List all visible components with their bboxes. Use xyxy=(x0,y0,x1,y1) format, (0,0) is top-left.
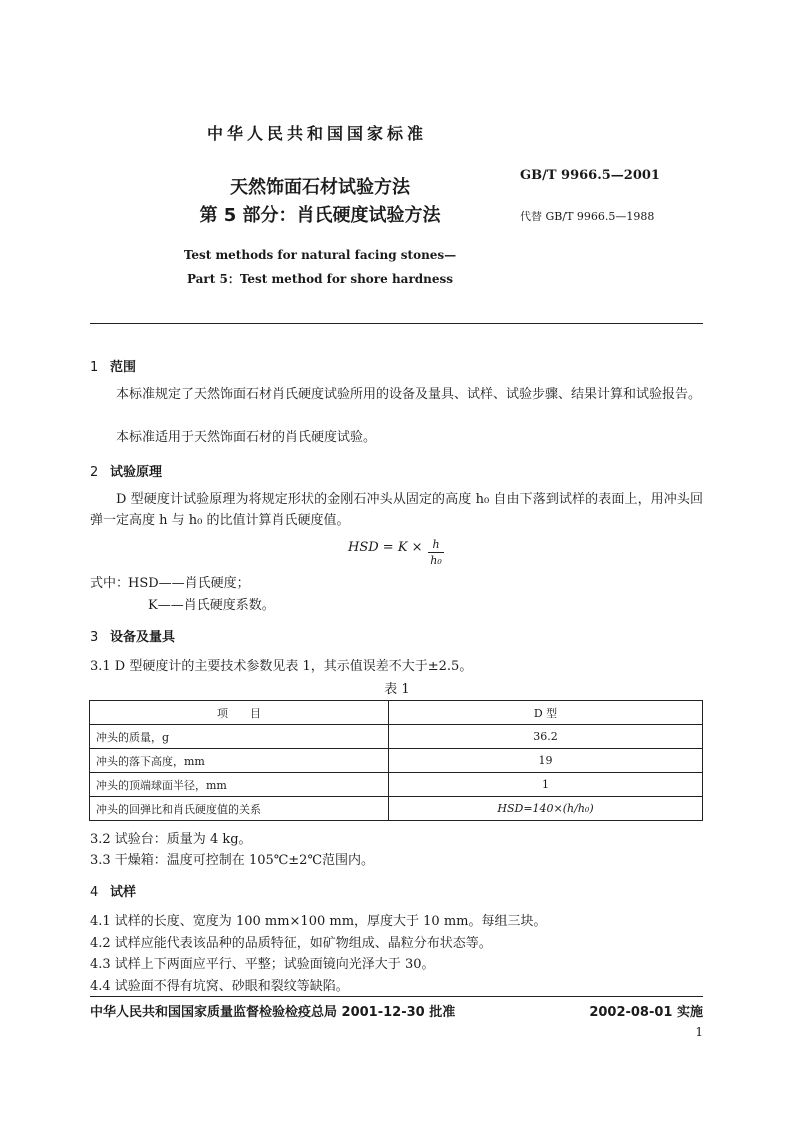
where-label: 式中： xyxy=(90,576,130,591)
national-standard-heading: 中华人民共和国国家标准 xyxy=(206,124,427,143)
table-caption: 表 1 xyxy=(384,682,410,697)
table-cell-item: 冲头的落下高度，mm xyxy=(90,749,389,773)
table-row xyxy=(90,725,703,749)
table-cell-value: 1 xyxy=(389,773,703,797)
table-row xyxy=(90,749,703,773)
formula-numerator: h xyxy=(432,538,440,551)
table-cell-value: 36.2 xyxy=(389,725,703,749)
table-cell-item: 冲头的质量，g xyxy=(90,725,389,749)
section-3-number: 3 xyxy=(90,630,99,645)
item-4-1: 4.1 试样的长度、宽度为 100 mm×100 mm，厚度大于 10 mm。每组三块。 xyxy=(90,914,547,929)
section-1-paragraph-2: 本标准适用于天然饰面石材的肖氏硬度试验。 xyxy=(116,430,377,445)
section-1-paragraph-1: 本标准规定了天然饰面石材肖氏硬度试验所用的设备及量具、试样、试验步骤、结果计算和试验报告。 xyxy=(116,387,702,402)
fraction-bar xyxy=(428,552,444,553)
where-item-1: HSD——肖氏硬度； xyxy=(128,576,250,591)
section-2-number: 2 xyxy=(90,465,99,480)
formula-denominator: h₀ xyxy=(430,554,442,567)
approval-line: 中华人民共和国国家质量监督检验检疫总局 2001-12-30 批准 xyxy=(90,1005,456,1020)
item-3-1: 3.1 D 型硬度计的主要技术参数见表 1，其示值误差不大于±2.5。 xyxy=(90,659,473,674)
table-row xyxy=(90,773,703,797)
table-header-row xyxy=(90,701,703,725)
section-1-heading xyxy=(90,356,136,375)
standard-number xyxy=(520,168,660,183)
header-rule xyxy=(90,323,703,324)
item-4-4: 4.4 试验面不得有坑窝、砂眼和裂纹等缺陷。 xyxy=(90,979,349,994)
section-2-title: 试验原理 xyxy=(110,465,163,480)
title-en-line2: Part 5：Test method for shore hardness xyxy=(186,272,454,286)
section-3-title: 设备及量具 xyxy=(110,630,176,645)
table-row xyxy=(90,797,703,821)
page-number: 1 xyxy=(695,1025,703,1039)
footer-rule xyxy=(90,996,703,997)
table-header-type: D 型 xyxy=(389,701,703,725)
section-2-heading xyxy=(90,461,162,480)
item-4-3: 4.3 试样上下两面应平行、平整；试验面镜向光泽大于 30。 xyxy=(90,957,435,972)
where-item-2: K——肖氏硬度系数。 xyxy=(148,598,275,613)
implementation-date: 2002-08-01 实施 xyxy=(589,1005,703,1020)
item-4-2: 4.2 试样应能代表该品种的品质特征，如矿物组成、晶粒分布状态等。 xyxy=(90,936,492,951)
formula-fraction xyxy=(428,538,444,567)
item-3-2: 3.2 试验台：质量为 4 kg。 xyxy=(90,832,252,847)
section-4-number: 4 xyxy=(90,885,99,900)
table-cell-value: 19 xyxy=(389,749,703,773)
table-cell-item: 冲头的顶端球面半径，mm xyxy=(90,773,389,797)
section-1-number: 1 xyxy=(90,360,99,375)
section-4-title: 试样 xyxy=(110,885,137,900)
formula-left: HSD = K × xyxy=(348,540,423,555)
section-3-heading xyxy=(90,626,175,645)
table-cell-value: HSD=140×(h/h₀) xyxy=(389,797,703,821)
item-3-3: 3.3 干燥箱：温度可控制在 105℃±2℃范围内。 xyxy=(90,853,375,868)
section-2-paragraph: D 型硬度计试验原理为将规定形状的金刚石冲头从固定的高度 h₀ 自由下落到试样的表面上，用冲头回弹一定高度 h 与 h₀ 的比值计算肖氏硬度值。 xyxy=(90,492,703,528)
replaces-standard: 代替 GB/T 9966.5—1988 xyxy=(520,210,655,223)
table-cell-item: 冲头的回弹比和肖氏硬度值的关系 xyxy=(90,797,389,821)
title-cn-line1: 天然饰面石材试验方法 xyxy=(230,177,410,198)
title-cn-line2: 第 5 部分：肖氏硬度试验方法 xyxy=(199,205,441,226)
standard-number-text: GB/T 9966.5—2001 xyxy=(520,168,660,183)
parameter-table xyxy=(89,700,703,821)
table-header-item: 项 目 xyxy=(90,701,389,725)
title-en-line1: Test methods for natural facing stones— xyxy=(183,248,457,262)
section-1-title: 范围 xyxy=(110,360,137,375)
section-4-heading xyxy=(90,881,136,900)
